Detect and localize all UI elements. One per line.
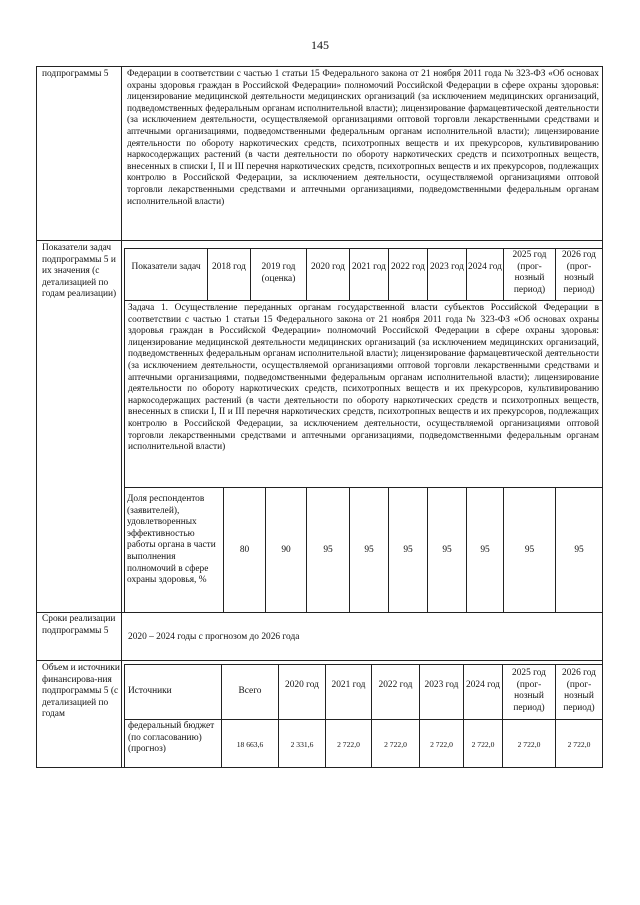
funding-value: 2 722,0: [567, 740, 591, 749]
indicator-header-bottom: [124, 300, 603, 301]
header-forecast-year: 2025 год (прог-нозный период): [512, 250, 547, 295]
header-year: 2018 год: [212, 262, 246, 272]
header-indicators: Показатели задач: [131, 262, 201, 272]
indicator-header-top: [124, 248, 603, 249]
column-divider: [121, 66, 122, 768]
indicator-value: 95: [442, 545, 452, 555]
header-year: 2019 год (оценка): [261, 262, 296, 284]
header-forecast-year: 2026 год (прог-нозный период): [562, 250, 596, 295]
header-forecast-year: 2026 год (прог-нозный период): [562, 668, 596, 713]
header-forecast-year: 2025 год (прог-нозный период): [512, 668, 546, 713]
header-year: 2023 год: [430, 262, 464, 272]
subprogram-goal-text: Федерации в соответствии с частью 1 статьи 15 Федерального закона от 21 ноября 2011 года № 323-ФЗ «Об основах охраны здоровья граждан в Российской Федерации» полномочий Российской Федерации в сфере охраны здоровья: лицензирование медицинской деятельности медицинских организаций (за исключением медицинских организаций, подведомственных федеральным органам исполнительной власти); лицензирование фармацевтической деятельности (за исключением деятельности, осуществляемой организациями оптовой торговли лекарственными средствами и аптечными организациями, подведомственными федеральным органам исполнительной власти); лицензирование деятельности по обороту наркотических средств, психотропных веществ и их прекурсоров, культивированию наркосодержащих растений (в части деятельности по обороту наркотических средств и психотропных веществ, внесенных в списки I, II и III перечня наркотических средств, психотропных веществ и их прекурсоров, подлежащих контролю в Российской Федерации, за исключением деятельности, осуществляемой организациями оптовой торговли лекарственными средствами и аптечными организациями, подведомственными федеральным органам исполнительной власти): [127, 69, 599, 207]
grid-line: [466, 248, 467, 300]
header-year: 2023 год: [424, 680, 459, 690]
header-year: 2022 год: [378, 680, 413, 690]
grid-line: [306, 248, 307, 300]
funding-value: 2 722,0: [384, 740, 407, 749]
funding-source: федеральный бюджет (по согласованию) (прогноз): [128, 721, 215, 755]
indicator-value: 95: [323, 545, 333, 555]
funding-value: 2 722,0: [430, 740, 453, 749]
task-description: Задача 1. Осуществление переданных органам государственной власти субъектов Российской Федерации в соответствии с частью 1 статьи 15 Федерального закона от 21 ноября 2011 года № 323-ФЗ «Об основах охраны здоровья граждан в Российской Федерации» полномочий Российской Федерации в сфере охраны здоровья: лицензирование медицинской деятельности медицинских организаций (за исключением медицинских организаций, подведомственных федеральным органам исполнительной власти); лицензирование фармацевтической деятельности (за исключением деятельности, осуществляемой организациями оптовой торговли лекарственными средствами и аптечными организациями, подведомственными федеральным органам исполнительной власти); лицензирование деятельности по обороту наркотических средств, психотропных веществ и их прекурсоров, культивированию наркосодержащих растений (в части деятельности по обороту наркотических средств и психотропных веществ, внесенных в списки I, II и III перечня наркотических средств, психотропных веществ и их прекурсоров, подлежащих контролю в Российской Федерации, за исключением деятельности, осуществляемой организациями оптовой торговли лекарственными средствами и аптечными организациями, подведомственными федеральным органам исполнительной власти): [128, 303, 599, 453]
header-sources: Источники: [128, 686, 172, 696]
funding-value: 2 722,0: [337, 740, 360, 749]
grid-line: [388, 248, 389, 300]
indicator-value: 95: [574, 545, 584, 555]
row-label-timeline: Сроки реализации подпрограммы 5: [42, 614, 116, 636]
header-year: 2020 год: [311, 262, 345, 272]
grid-line: [427, 248, 428, 300]
funding-value: 2 722,0: [517, 740, 541, 749]
header-year: 2022 год: [391, 262, 425, 272]
header-year: 2024 год: [466, 680, 500, 690]
header-year: 2020 год: [285, 680, 319, 690]
row-label-financing: Объем и источники финансирова-ния подпрограммы 5 (с детализацией по годам: [42, 663, 120, 720]
row-label-indicators: Показатели задач подпрограммы 5 и их значения (с детализацией по годам реализации): [42, 243, 117, 300]
funding-value: 2 722,0: [471, 740, 495, 749]
grid-line: [207, 248, 208, 300]
header-year: 2021 год: [331, 680, 366, 690]
row-label-subprogram: подпрограммы 5: [42, 69, 109, 79]
indicator-value: 95: [364, 545, 374, 555]
financing-header-top: [124, 664, 603, 665]
page-number: 145: [311, 38, 329, 52]
header-total: Всего: [238, 686, 262, 696]
grid-line: [349, 248, 350, 300]
financing-grid-left: [124, 664, 125, 767]
financing-header-bottom: [124, 719, 603, 720]
indicator-value: 80: [239, 545, 250, 555]
indicator-name: Доля респондентов (заявителей), удовлетворенных эффективностью работы органа в части выполнения полномочий в сфере охраны здоровья, %: [127, 494, 216, 586]
funding-total: 18 663,6: [236, 740, 264, 749]
indicator-value: 95: [480, 545, 490, 555]
indicator-value: 95: [403, 545, 413, 555]
table-right-border: [602, 66, 603, 768]
header-year: 2021 год: [352, 262, 386, 272]
timeline-text: 2020 – 2024 годы с прогнозом до 2026 года: [128, 632, 300, 642]
table-left-border: [36, 66, 37, 768]
funding-value: 2 331,6: [290, 740, 314, 749]
indicator-task-bottom: [124, 487, 603, 488]
indicator-grid-left: [124, 248, 125, 612]
indicator-value: 90: [281, 545, 291, 555]
header-year: 2024 год: [468, 262, 502, 272]
indicator-value: 95: [524, 545, 535, 555]
grid-line: [221, 664, 222, 767]
